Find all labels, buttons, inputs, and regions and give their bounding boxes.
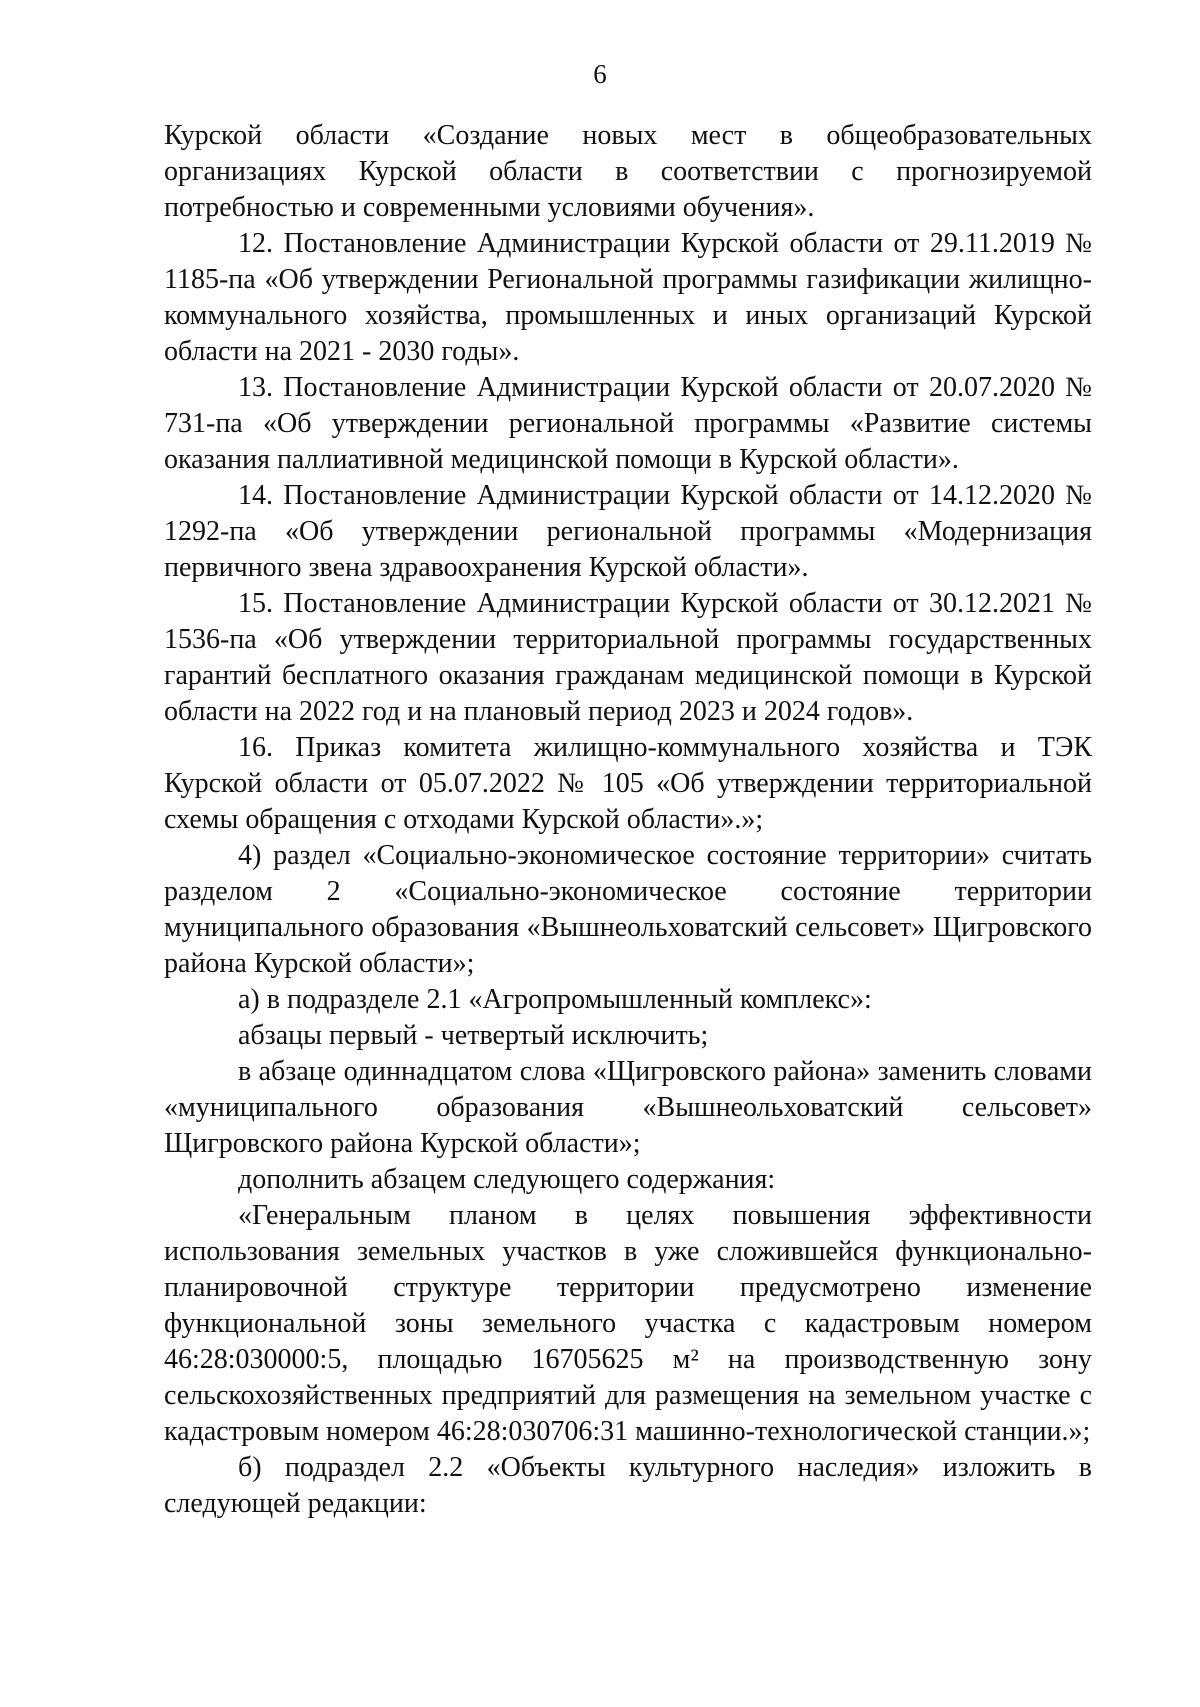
paragraph: 14. Постановление Администрации Курской области от 14.12.2020 № 1292-па «Об утверждении региональной программы «Модернизация первичного звена здравоохранения Курской области». <box>164 480 1092 583</box>
paragraph: в абзаце одиннадцатом слова «Щигровского района» заменить словами «муниципального образования «Вышнеольховатский сельсовет» Щигровского района Курской области»; <box>164 1056 1092 1159</box>
paragraph: абзацы первый - четвертый исключить; <box>238 1020 709 1051</box>
paragraph: 13. Постановление Администрации Курской области от 20.07.2020 № 731-па «Об утверждении региональной программы «Развитие системы оказания паллиативной медицинской помощи в Курской области». <box>164 372 1092 475</box>
paragraph: 4) раздел «Социально-экономическое состояние территории» считать разделом 2 «Социально-экономическое состояние территории муниципального образования «Вышнеольховатский сельсовет» Щигровского района Курской области»; <box>164 840 1092 979</box>
paragraph: б) подраздел 2.2 «Объекты культурного наследия» изложить в следующей редакции: <box>164 1452 1092 1519</box>
page-number: 6 <box>593 59 607 89</box>
paragraph: 12. Постановление Администрации Курской области от 29.11.2019 № 1185-па «Об утверждении Региональной программы газификации жилищно-коммунального хозяйства, промышленных и иных организаций Курской области на 2021 - 2030 годы». <box>164 228 1092 367</box>
paragraph: 16. Приказ комитета жилищно-коммунального хозяйства и ТЭК Курской области от 05.07.2022 № 105 «Об утверждении территориальной схемы обращения с отходами Курской области».»; <box>164 732 1092 835</box>
paragraph: а) в подразделе 2.1 «Агропромышленный комплекс»: <box>238 984 872 1015</box>
paragraph: «Генеральным планом в целях повышения эффективности использования земельных участков в уже сложившейся функционально-планировочной структуре территории предусмотрено изменение функциональной зоны земельного участка с кадастровым номером 46:28:030000:5, площадью 16705625 м² на производственную зону сельскохозяйственных предприятий для размещения на земельном участке с кадастровым номером 46:28:030706:31 машинно-технологической станции.»; <box>164 1200 1092 1447</box>
paragraph: Курской области «Создание новых мест в общеобразовательных организациях Курской области в соответствии с прогнозируемой потребностью и современными условиями обучения». <box>164 120 1092 223</box>
paragraph: дополнить абзацем следующего содержания: <box>238 1164 776 1195</box>
document-body <box>164 118 1092 1522</box>
paragraph: 15. Постановление Администрации Курской области от 30.12.2021 № 1536-па «Об утверждении территориальной программы государственных гарантий бесплатного оказания гражданам медицинской помощи в Курской области на 2022 год и на плановый период 2023 и 2024 годов». <box>164 588 1092 727</box>
